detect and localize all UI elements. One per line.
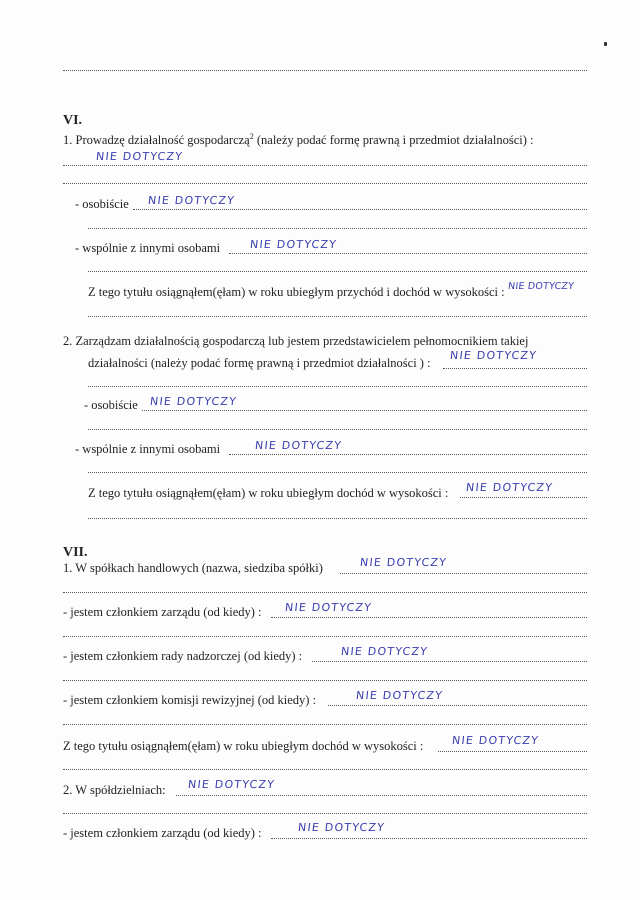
dotted-line bbox=[271, 838, 587, 839]
section-vi-item2-question-line2: działalności (należy podać formę prawną i przedmiot działalności ) : bbox=[88, 356, 431, 370]
dotted-line bbox=[271, 617, 587, 618]
dotted-line bbox=[63, 636, 587, 637]
spolki-label: 1. W spółkach handlowych (nazwa, siedziba spółki) bbox=[63, 561, 323, 575]
dotted-line bbox=[88, 228, 587, 229]
handwritten-answer: NIE DOTYCZY bbox=[249, 238, 338, 251]
income-label: Z tego tytułu osiągnąłem(ęłam) w roku ubiegłym dochód w wysokości : bbox=[63, 739, 424, 753]
dotted-line bbox=[88, 386, 587, 387]
footnote-marker: 2 bbox=[249, 132, 254, 141]
dotted-line bbox=[63, 813, 587, 814]
handwritten-answer: NIE DOTYCZY bbox=[95, 150, 184, 163]
dotted-line bbox=[88, 316, 587, 317]
dotted-line bbox=[176, 795, 587, 796]
handwritten-answer: NIE DOTYCZY bbox=[297, 821, 386, 834]
handwritten-answer: NIE DOTYCZY bbox=[451, 734, 540, 747]
dotted-line bbox=[88, 472, 587, 473]
section-vi-heading: VI. bbox=[63, 113, 83, 128]
handwritten-answer: NIE DOTYCZY bbox=[359, 556, 448, 569]
dotted-line bbox=[63, 592, 587, 593]
osobiscie-label: - osobiście bbox=[84, 398, 138, 412]
handwritten-answer: NIE DOTYCZY bbox=[254, 439, 343, 452]
handwritten-answer: NIE DOTYCZY bbox=[147, 194, 236, 207]
income-label: Z tego tytułu osiągnąłem(ęłam) w roku ubiegłym dochód w wysokości : bbox=[88, 486, 449, 500]
dotted-line bbox=[88, 429, 587, 430]
handwritten-answer: NIE DOTYCZY bbox=[187, 778, 276, 791]
handwritten-answer: NIE DOTYCZY bbox=[149, 395, 238, 408]
dotted-line bbox=[328, 705, 587, 706]
dotted-line bbox=[88, 518, 587, 519]
dotted-line bbox=[88, 271, 587, 272]
rada-label: - jestem członkiem rady nadzorczej (od kiedy) : bbox=[63, 649, 303, 663]
dotted-line bbox=[460, 497, 587, 498]
osobiscie-label: - osobiście bbox=[75, 197, 129, 211]
dotted-line bbox=[438, 751, 587, 752]
ink-mark bbox=[604, 42, 607, 46]
question-text: 1. Prowadzę działalność gospodarczą bbox=[63, 133, 250, 148]
zarzad-label: - jestem członkiem zarządu (od kiedy) : bbox=[63, 605, 262, 619]
handwritten-answer: NIE DOTYCZY bbox=[449, 349, 538, 362]
dotted-line bbox=[63, 769, 587, 770]
dotted-line bbox=[340, 573, 587, 574]
wspolnie-label: - wspólnie z innymi osobami bbox=[75, 241, 221, 255]
handwritten-answer: NIE DOTYCZY bbox=[284, 601, 373, 614]
dotted-line bbox=[63, 724, 587, 725]
dotted-line bbox=[63, 183, 587, 184]
handwritten-answer: NIE DOTYCZY bbox=[340, 645, 429, 658]
section-vi-item1-question bbox=[63, 130, 533, 147]
handwritten-answer: NIE DOTYCZY bbox=[355, 689, 444, 702]
handwritten-answer: NIE DOTYCZY bbox=[507, 281, 575, 292]
komisja-label: - jestem członkiem komisji rewizyjnej (od kiedy) : bbox=[63, 693, 317, 707]
wspolnie-label: - wspólnie z innymi osobami bbox=[75, 442, 221, 456]
section-vi-item2-question-line1: 2. Zarządzam działalnością gospodarczą lub jestem przedstawicielem pełnomocnikiem takiej bbox=[63, 334, 529, 348]
dotted-line bbox=[63, 165, 587, 166]
dotted-line bbox=[312, 661, 587, 662]
section-vii-heading: VII. bbox=[63, 545, 88, 560]
dotted-line bbox=[63, 680, 587, 681]
dotted-line bbox=[142, 410, 587, 411]
dotted-line bbox=[229, 454, 587, 455]
zarzad2-label: - jestem członkiem zarządu (od kiedy) : bbox=[63, 826, 262, 840]
question-text-continued: (należy podać formę prawną i przedmiot działalności) : bbox=[253, 133, 534, 148]
spoldzielnie-label: 2. W spółdzielniach: bbox=[63, 783, 166, 797]
income-label: Z tego tytułu osiągnąłem(ęłam) w roku ubiegłym przychód i dochód w wysokości : bbox=[88, 285, 505, 299]
dotted-line bbox=[133, 209, 587, 210]
dotted-line bbox=[443, 368, 587, 369]
dotted-line bbox=[229, 253, 587, 254]
handwritten-answer: NIE DOTYCZY bbox=[465, 481, 554, 494]
dotted-line bbox=[63, 70, 587, 71]
